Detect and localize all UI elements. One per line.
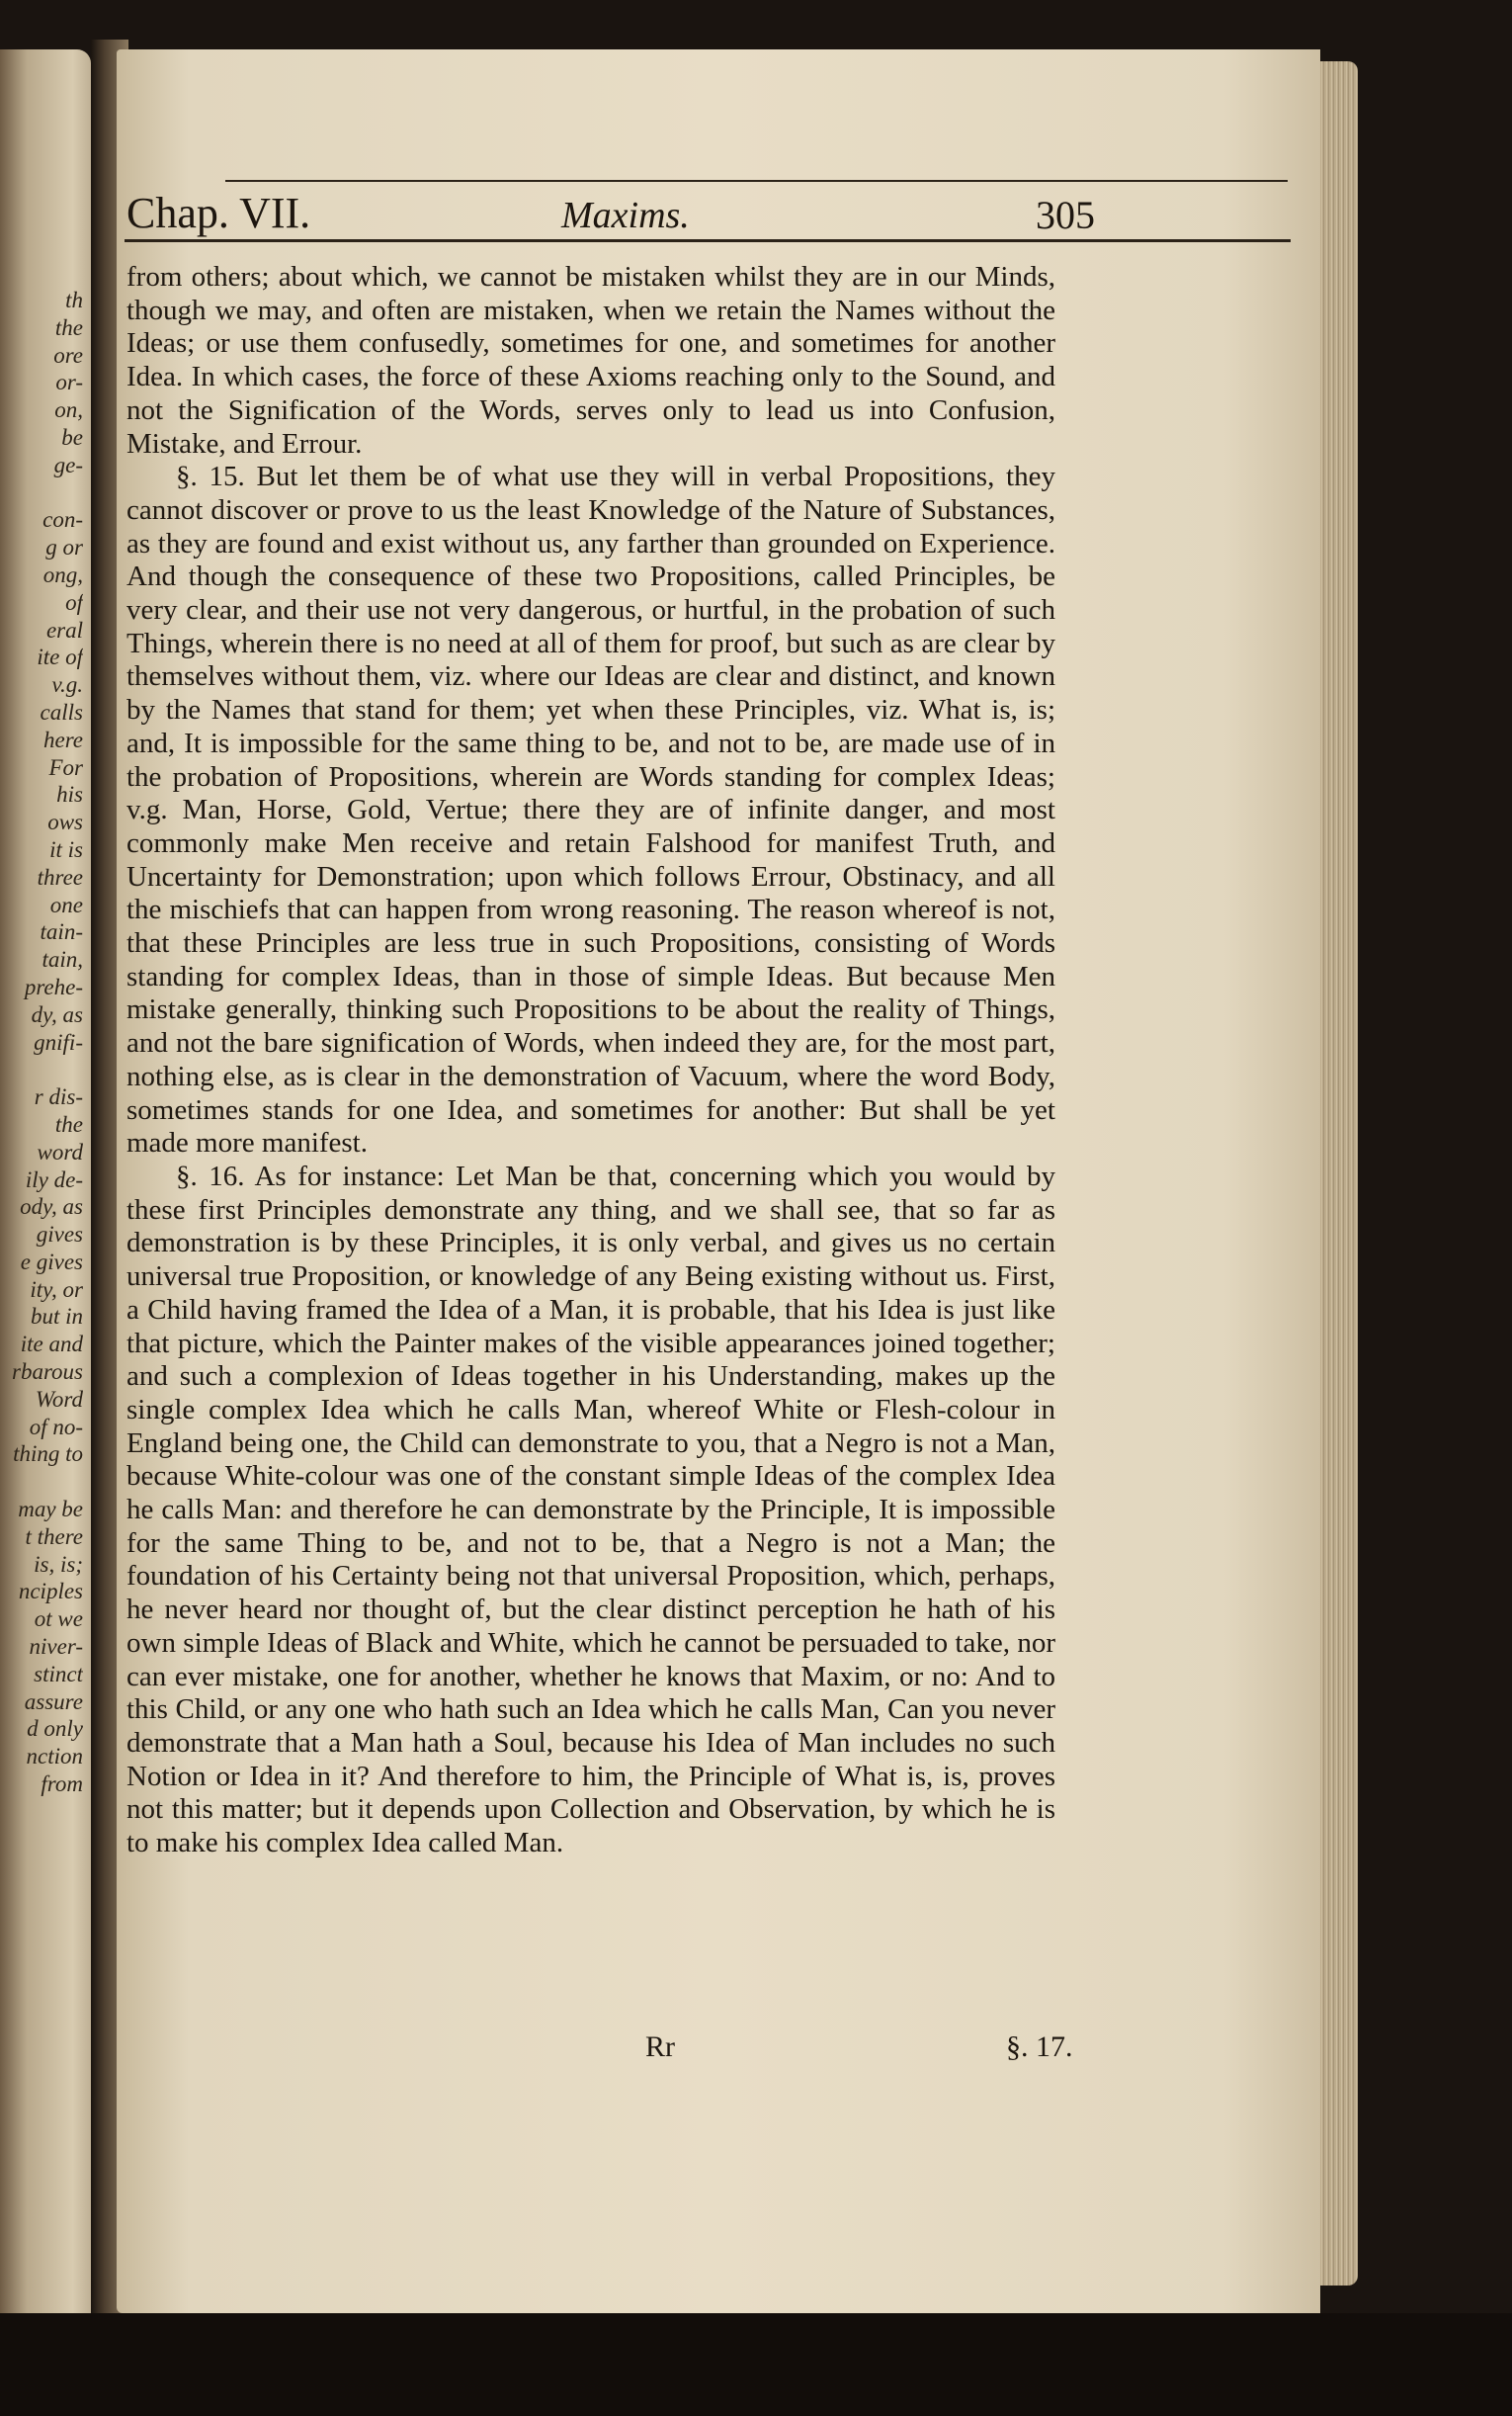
body-text bbox=[126, 261, 1055, 1860]
left-margin-fragment: on, bbox=[54, 397, 83, 423]
left-margin-fragment: of no- bbox=[29, 1414, 83, 1439]
left-margin-fragment: the bbox=[54, 1111, 83, 1137]
left-margin-fragment: rbarous bbox=[12, 1359, 83, 1385]
left-margin-fragment: or- bbox=[55, 370, 83, 395]
left-margin-fragment: ore bbox=[53, 342, 83, 368]
left-margin-fragment: eral bbox=[45, 617, 83, 643]
left-margin-fragment: gnifi- bbox=[34, 1029, 83, 1055]
left-margin-fragment: his bbox=[56, 782, 83, 808]
page-header bbox=[117, 180, 1169, 239]
left-margin-fragment: Word bbox=[35, 1386, 83, 1412]
paragraph-section-15: §. 15. But let them be of what use they will in verbal Propositions, they cannot discover or prove to us the least Knowledge of the Nature of Substances, as they are found and exist without us, any farther than grounded on Experience. And though the consequence of these two Propositions, called Principles, be very clear, and their use not very dangerous, or hurtful, in the probation of such Things, wherein there is no need at all of them for proof, but such as are clear by themselves without them, viz. where our Ideas are clear and distinct, and known by the Names that stand for them; yet when these Principles, viz. What is, is; and, It is impossible for the same thing to be, and not to be, are made use of in the probation of Propositions, wherein are Words standing for complex Ideas; v.g. Man, Horse, Gold, Vertue; there they are of infinite danger, and most commonly make Men receive and retain Falshood for manifest Truth, and Uncertainty for Demonstration; upon which follows Errour, Obstinacy, and all the mischiefs that can happen from wrong reasoning. The reason whereof is not, that these Principles are less true in such Propositions, consisting of Words standing for complex Ideas, than in those of simple Ideas. But because Men mistake generally, thinking such Propositions to be about the reality of Things, and not the bare signification of Words, when indeed they are, for the most part, nothing else, as is clear in the demonstration of Vacuum, where the word Body, sometimes stands for one Idea, and sometimes for another: But shall be yet made more manifest. bbox=[126, 461, 1055, 1160]
header-bottom-rule bbox=[125, 239, 1291, 242]
left-margin-fragment: assure bbox=[24, 1688, 83, 1714]
left-margin-fragment: e gives bbox=[20, 1249, 83, 1274]
running-title: Maxims. bbox=[561, 195, 690, 236]
left-margin-fragment: one bbox=[49, 892, 83, 917]
left-margin-fragment: ite and bbox=[20, 1332, 83, 1357]
left-margin-fragment: stinct bbox=[34, 1661, 83, 1686]
left-margin-fragment: ge- bbox=[53, 452, 83, 477]
left-margin-fragment: con- bbox=[42, 507, 83, 533]
left-margin-fragment: it is bbox=[49, 836, 83, 862]
left-margin-fragment: ity, or bbox=[30, 1276, 83, 1302]
left-margin-fragment bbox=[4, 1468, 83, 1496]
left-margin-fragment: of bbox=[65, 589, 83, 615]
left-margin-fragment: nciples bbox=[18, 1579, 83, 1604]
left-margin-fragment: ite of bbox=[37, 645, 83, 670]
left-margin-fragment: th bbox=[65, 288, 83, 312]
left-margin-fragment bbox=[4, 1056, 83, 1083]
chapter-label: Chap. VII. bbox=[126, 189, 311, 237]
left-margin-fragment: the bbox=[54, 314, 83, 340]
page-number: 305 bbox=[1036, 193, 1095, 237]
left-margin-fragment: niver- bbox=[29, 1634, 83, 1660]
left-margin-fragment: ong, bbox=[42, 561, 83, 587]
left-margin-fragment: g or bbox=[45, 535, 83, 561]
left-margin-fragment: be bbox=[61, 424, 83, 450]
page-footer bbox=[117, 2025, 1169, 2074]
catchword: §. 17. bbox=[1006, 2030, 1073, 2063]
left-margin-fragment: word bbox=[37, 1139, 83, 1165]
left-margin-fragment: may be bbox=[18, 1497, 83, 1522]
left-margin-fragment: is, is; bbox=[34, 1551, 83, 1577]
left-margin-fragment: ows bbox=[47, 810, 83, 835]
left-margin-fragment: calls bbox=[40, 699, 83, 725]
left-margin-fragment: but in bbox=[30, 1304, 83, 1330]
header-top-rule bbox=[225, 180, 1288, 182]
left-margin-fragment: dy, as bbox=[31, 1001, 83, 1027]
left-margin-fragment: For bbox=[48, 754, 83, 780]
left-margin-fragment: r dis- bbox=[34, 1084, 83, 1110]
signature-mark: Rr bbox=[645, 2030, 675, 2063]
facing-left-page bbox=[0, 49, 91, 2323]
left-margin-fragment: gives bbox=[36, 1222, 83, 1248]
paragraph-continuation: from others; about which, we cannot be mistaken whilst they are in our Minds, though we may, and often are mistaken, when we retain the Names without the Ideas; or use them confusedly, sometimes for one, and sometimes for another Idea. In which cases, the force of these Axioms reaching only to the Sound, and not the Signification of the Words, serves only to lead us into Confusion, Mistake, and Errour. bbox=[126, 261, 1055, 460]
left-margin-fragment: ily de- bbox=[25, 1166, 83, 1192]
paragraph-section-16: §. 16. As for instance: Let Man be that, concerning which you would by these first Principles demonstrate any thing, and we shall see, that so far as demonstration is by these Principles, it is only verbal, and gives us no certain universal true Proposition, or knowledge of any Being existing without us. First, a Child having framed the Idea of a Man, it is probable, that his Idea is just like that picture, which the Painter makes of the visible appearances joined together; and such a complexion of Ideas together in his Understanding, makes up the single complex Idea which he calls Man, whereof White or Flesh-colour in England being one, the Child can demonstrate to you, that a Negro is not a Man, because White-colour was one of the constant simple Ideas of the complex Idea he calls Man: and therefore he can demonstrate by the Principle, It is impossible for the same Thing to be, and not to be, that a Negro is not a Man; the foundation of his Certainty being not that universal Proposition, which, perhaps, he never heard nor thought of, but the clear distinct perception he hath of his own simple Ideas of Black and White, which he cannot be persuaded to take, nor can ever mistake, one for another, whether he knows that Maxim, or no: And to this Child, or any one who hath such an Idea which he calls Man, Can you never demonstrate that a Man hath a Soul, because his Idea of Man includes no such Notion or Idea in it? And therefore to him, the Principle of What is, is, proves not this matter; but it depends upon Collection and Observation, by which he is to make his complex Idea called Man. bbox=[126, 1160, 1055, 1859]
left-margin-fragment: here bbox=[42, 727, 83, 752]
left-margin-fragment: from bbox=[41, 1771, 83, 1797]
left-margin-fragment: tain- bbox=[40, 919, 83, 945]
left-margin-fragment: prehe- bbox=[24, 974, 83, 999]
left-margin-fragment: nction bbox=[26, 1744, 83, 1769]
left-margin-fragment: d only bbox=[27, 1716, 83, 1742]
bottom-shadow bbox=[0, 2313, 1512, 2416]
left-margin-fragment bbox=[4, 479, 83, 507]
left-margin-fragment: ot we bbox=[34, 1606, 83, 1632]
left-margin-fragment: t there bbox=[25, 1523, 83, 1549]
left-margin-fragment: three bbox=[37, 864, 83, 890]
left-margin-fragment: thing to bbox=[13, 1441, 83, 1467]
left-margin-fragment: ody, as bbox=[20, 1194, 83, 1220]
left-page-margin-text bbox=[4, 287, 83, 1798]
left-margin-fragment: tain, bbox=[42, 947, 83, 973]
left-margin-fragment: v.g. bbox=[51, 672, 83, 698]
page-edges bbox=[1320, 61, 1358, 2286]
